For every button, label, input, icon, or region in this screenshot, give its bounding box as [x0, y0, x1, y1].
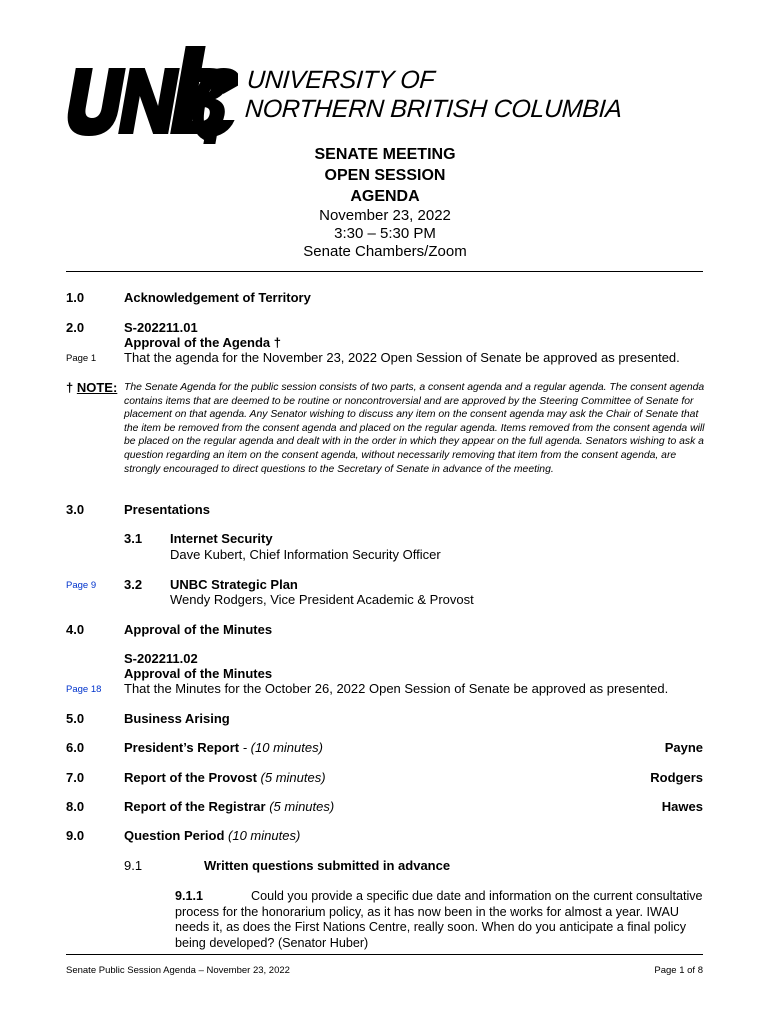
item-7-number: 7.0: [66, 770, 85, 785]
item-4-title: Approval of the Minutes: [124, 622, 273, 637]
unbc-logo-mark: [66, 44, 238, 144]
item-3-2-title: UNBC Strategic Plan: [170, 577, 298, 592]
item-9-number: 9.0: [66, 828, 85, 843]
item-8-presenter: Hawes: [661, 799, 703, 814]
item-9-line: [124, 828, 300, 843]
item-3-number: 3.0: [66, 502, 85, 517]
header-title-1: SENATE MEETING: [314, 146, 456, 163]
meeting-location: Senate Chambers/Zoom: [303, 243, 467, 260]
item-5-number: 5.0: [66, 711, 85, 726]
item-3-2-number: 3.2: [124, 577, 143, 592]
item-3-1-title: Internet Security: [170, 531, 273, 546]
item-9-duration: (10 minutes): [224, 828, 301, 843]
header-title-3: AGENDA: [350, 188, 420, 205]
footer-page-number: Page 1 of 8: [654, 965, 703, 976]
item-1-title: Acknowledgement of Territory: [124, 290, 311, 305]
item-6-title: President’s Report: [124, 740, 240, 755]
item-7-title: Report of the Provost: [124, 770, 257, 785]
item-7-duration: (5 minutes): [256, 770, 326, 785]
item-4-number: 4.0: [66, 622, 85, 637]
item-8-title: Report of the Registrar: [124, 799, 266, 814]
item-4-page-link[interactable]: Page 18: [66, 684, 102, 695]
dagger-mark: †: [66, 380, 74, 395]
item-4-motion-number: S-202211.02: [124, 651, 198, 666]
item-8-line: [124, 799, 334, 814]
item-4-motion-title: Approval of the Minutes: [124, 666, 273, 681]
item-5-title: Business Arising: [124, 711, 230, 726]
footer-left: Senate Public Session Agenda – November 23, 2022: [66, 965, 290, 976]
note-label: [66, 380, 117, 395]
item-3-1-presenter: Dave Kubert, Chief Information Security Officer: [170, 547, 441, 562]
question-9-1-1-number: 9.1.1: [175, 889, 204, 903]
item-3-title: Presentations: [124, 502, 210, 517]
item-7-line: [124, 770, 326, 785]
item-2-page-ref: Page 1: [66, 353, 97, 364]
item-3-2-page-link[interactable]: Page 9: [66, 580, 97, 591]
item-6-presenter: Payne: [664, 740, 703, 755]
item-4-motion-text: That the Minutes for the October 26, 2022 Open Session of Senate be approved as presented.: [124, 681, 669, 696]
item-8-number: 8.0: [66, 799, 85, 814]
meeting-time: 3:30 – 5:30 PM: [334, 225, 436, 242]
question-9-1-1: [175, 889, 707, 951]
note-label-text: NOTE:: [76, 380, 118, 395]
question-9-1-1-text: Could you provide a specific due date and information on the current consultative process for the honorarium policy, as it has now been in the works for almost a year. IWAU needs it, as does the First Nations Centre, really soon. When do you anticipate a final policy being developed? (Senator Huber): [175, 889, 703, 950]
note-body: The Senate Agenda for the public session consists of two parts, a consent agenda and a regular agenda. The consent agenda contains items that are deemed to be routine or noncontroversial and are approved by the Steering Committee of Senate for placement on that agenda. Any Senator wishing to discuss any item on the consent agenda may ask the Chair of Senate that the item be removed from the consent agenda and placed on the regular agenda. Items removed from the consent agenda will be placed on the regular agenda and dealt with in the order in which they appear on the full agenda. Senators wishing to ask a question regarding an item on the consent agenda, without necessarily removing that item from the consent agenda, are strongly encouraged to direct questions to the Secretary of Senate in advance of the meeting.: [124, 382, 705, 475]
item-9-1-number: 9.1: [124, 858, 143, 873]
item-2-number: 2.0: [66, 320, 85, 335]
university-name-line2: NORTHERN BRITISH COLUMBIA: [244, 95, 623, 123]
meeting-date: November 23, 2022: [319, 207, 451, 224]
university-name: [244, 66, 625, 124]
header-title-2: OPEN SESSION: [324, 167, 446, 184]
item-6-number: 6.0: [66, 740, 85, 755]
item-1-number: 1.0: [66, 290, 85, 305]
item-3-1-number: 3.1: [124, 531, 143, 546]
item-2-motion-text: That the agenda for the November 23, 2022 Open Session of Senate be approved as presented.: [124, 350, 680, 365]
item-3-2-presenter: Wendy Rodgers, Vice President Academic & Provost: [170, 592, 474, 607]
header-divider: [66, 271, 703, 272]
item-2-title: Approval of the Agenda †: [124, 335, 281, 350]
item-6-line: [124, 740, 323, 755]
item-8-duration: (5 minutes): [265, 799, 335, 814]
university-name-line1: UNIVERSITY OF: [246, 66, 436, 94]
footer-divider: [66, 954, 703, 955]
item-9-title: Question Period: [124, 828, 225, 843]
item-9-1-title: Written questions submitted in advance: [204, 858, 451, 873]
item-6-duration: - (10 minutes): [239, 740, 323, 755]
item-7-presenter: Rodgers: [650, 770, 703, 785]
item-2-motion-number: S-202211.01: [124, 320, 198, 335]
